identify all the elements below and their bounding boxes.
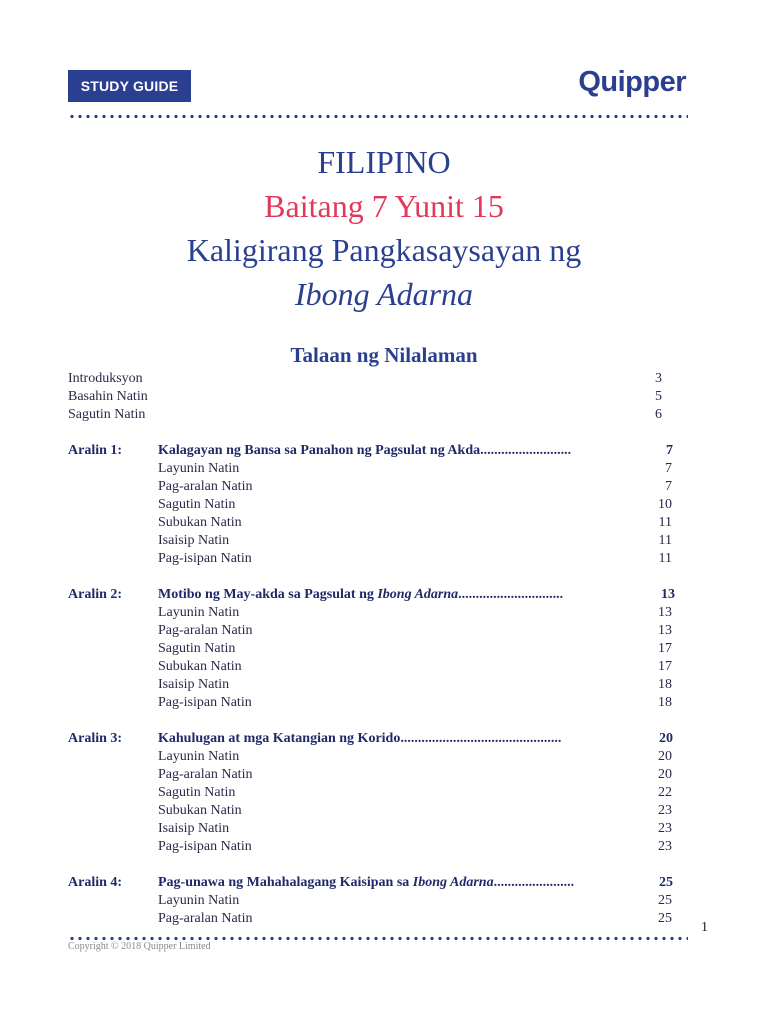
quipper-logo: Quipper bbox=[578, 66, 686, 98]
lesson-number: Aralin 3: bbox=[68, 731, 123, 746]
toc-lesson-row[interactable] bbox=[68, 586, 688, 604]
top-dotted-divider bbox=[68, 114, 688, 119]
study-guide-badge: STUDY GUIDE bbox=[68, 70, 191, 102]
toc-sub-row[interactable]: Subukan Natin 17 bbox=[158, 659, 672, 674]
copyright-footer: Copyright © 2018 Quipper Limited bbox=[68, 941, 211, 952]
lesson-number: Aralin 2: bbox=[68, 587, 123, 602]
toc-sub-row[interactable]: Isaisip Natin 18 bbox=[158, 677, 672, 692]
toc-intro-label: Introduksyon bbox=[68, 371, 143, 386]
toc-sub-row[interactable]: Pag-aralan Natin 7 bbox=[158, 479, 672, 494]
toc-sub-row[interactable]: Isaisip Natin 11 bbox=[158, 533, 672, 548]
toc-sub-row[interactable]: Pag-isipan Natin 11 bbox=[158, 551, 672, 566]
toc-sub-row[interactable]: Layunin Natin 20 bbox=[158, 749, 672, 764]
toc-sub-row[interactable]: Pag-aralan Natin 25 bbox=[158, 911, 672, 926]
toc-sub-row[interactable]: Layunin Natin 13 bbox=[158, 605, 672, 620]
toc-lesson-row[interactable] bbox=[68, 730, 688, 748]
toc-sub-row[interactable]: Pag-aralan Natin 13 bbox=[158, 623, 672, 638]
lesson-title: Kahulugan at mga Katangian ng Korido.............................................. bbox=[158, 731, 562, 746]
topic-title-line: Kaligirang Pangkasaysayan ng bbox=[186, 232, 582, 268]
toc-sub-row[interactable]: Layunin Natin 7 bbox=[158, 461, 672, 476]
toc-sub-row[interactable]: Sagutin Natin 10 bbox=[158, 497, 672, 512]
toc-intro-page: 6 bbox=[655, 407, 662, 422]
lesson-title: Motibo ng May-akda sa Pagsulat ng Ibong Adarna.............................. bbox=[158, 587, 564, 602]
toc-intro-label: Basahin Natin bbox=[68, 389, 148, 404]
toc-sub-row[interactable]: Subukan Natin 11 bbox=[158, 515, 672, 530]
grade-unit-title: Baitang 7 Yunit 15 bbox=[264, 188, 504, 224]
lesson-page: 7 bbox=[666, 443, 673, 458]
toc-lesson-row[interactable] bbox=[68, 874, 688, 892]
lesson-number: Aralin 1: bbox=[68, 443, 123, 458]
toc-intro-row[interactable] bbox=[68, 406, 688, 424]
toc-sub-row[interactable]: Sagutin Natin 22 bbox=[158, 785, 672, 800]
lesson-title: Kalagayan ng Bansa sa Panahon ng Pagsulat ng Akda.......................... bbox=[158, 443, 572, 458]
toc-intro-row[interactable] bbox=[68, 370, 688, 388]
subject-title: FILIPINO bbox=[317, 144, 451, 180]
topic-title-italic: Ibong Adarna bbox=[294, 276, 474, 312]
toc-heading: Talaan ng Nilalaman bbox=[290, 343, 478, 367]
toc-intro-row[interactable] bbox=[68, 388, 688, 406]
toc-sub-row[interactable]: Pag-aralan Natin 20 bbox=[158, 767, 672, 782]
toc-sub-row[interactable]: Layunin Natin 25 bbox=[158, 893, 672, 908]
lesson-number: Aralin 4: bbox=[68, 875, 123, 890]
lesson-page: 25 bbox=[659, 875, 673, 890]
toc-sub-row[interactable]: Pag-isipan Natin 23 bbox=[158, 839, 672, 854]
toc-intro-page: 5 bbox=[655, 389, 662, 404]
lesson-title: Pag-unawa ng Mahahalagang Kaisipan sa Ibong Adarna....................... bbox=[158, 875, 575, 890]
toc-intro-label: Sagutin Natin bbox=[68, 407, 146, 422]
page-number: 1 bbox=[701, 920, 708, 935]
lesson-page: 13 bbox=[661, 587, 675, 602]
lesson-page: 20 bbox=[659, 731, 673, 746]
toc-intro-page: 3 bbox=[655, 371, 662, 386]
table-of-contents bbox=[68, 370, 688, 928]
toc-sub-row[interactable]: Isaisip Natin 23 bbox=[158, 821, 672, 836]
toc-sub-row[interactable]: Subukan Natin 23 bbox=[158, 803, 672, 818]
toc-sub-row[interactable]: Sagutin Natin 17 bbox=[158, 641, 672, 656]
toc-lesson-row[interactable] bbox=[68, 442, 688, 460]
title-block bbox=[0, 140, 768, 316]
toc-sub-row[interactable]: Pag-isipan Natin 18 bbox=[158, 695, 672, 710]
